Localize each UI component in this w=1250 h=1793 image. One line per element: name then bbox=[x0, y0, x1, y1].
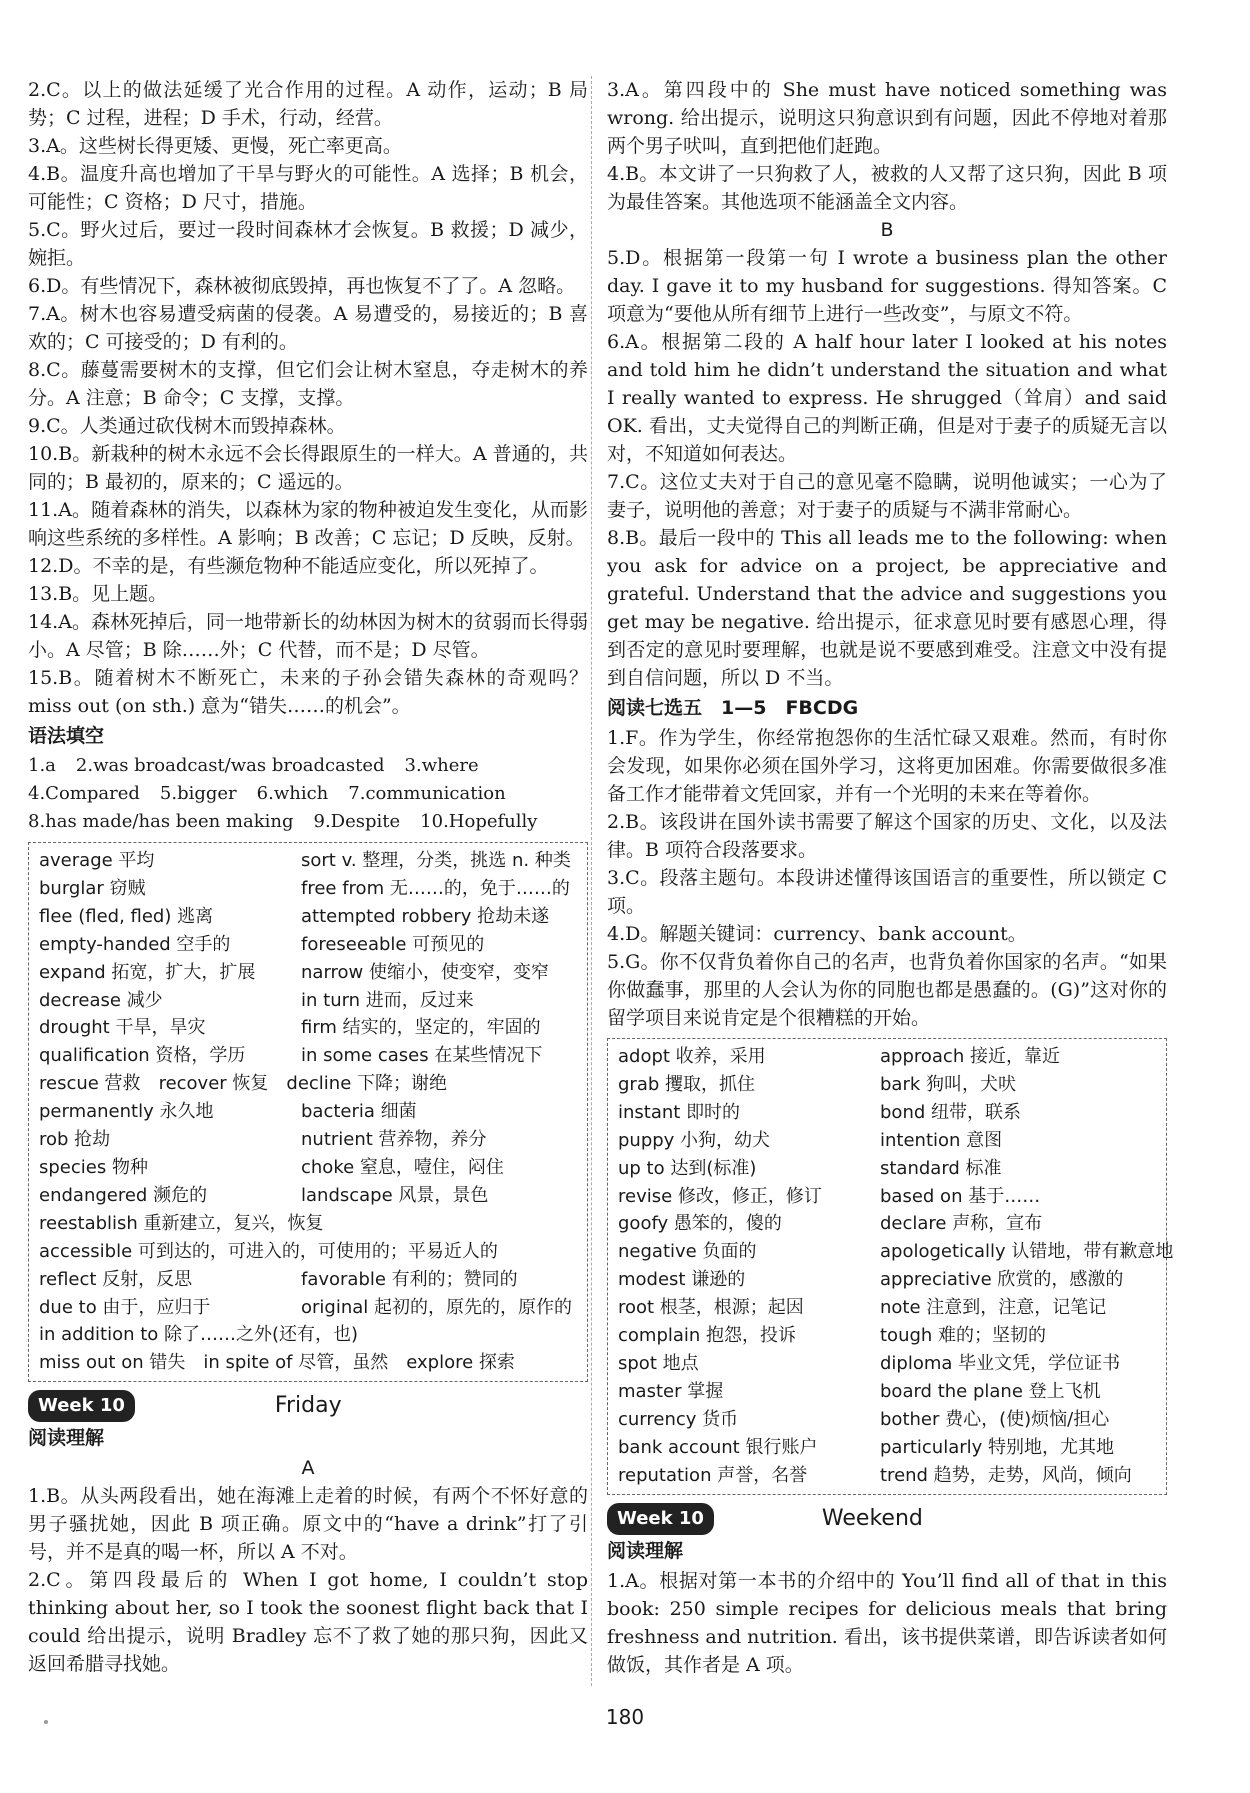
week-banner-weekend bbox=[607, 1503, 1167, 1535]
vocab-entry: particularly 特别地，尤其地 bbox=[880, 1436, 1115, 1458]
week-badge: Week 10 bbox=[607, 1503, 714, 1535]
seven-choose-five-title: 阅读七选五 1—5 FBCDG bbox=[607, 697, 859, 719]
vocab-row bbox=[618, 1127, 1156, 1155]
answer-item: 9.C。人类通过砍伐树木而毁掉森林。 bbox=[28, 415, 346, 437]
vocab-entry: explore 探索 bbox=[406, 1352, 515, 1374]
vocab-entry: apologetically 认错地，带有歉意地 bbox=[880, 1241, 1174, 1263]
vocab-row bbox=[618, 1266, 1156, 1294]
answer-item: 4.B。本文讲了一只狗救了人，被救的人又帮了这只狗，因此 B 项为最佳答案。其他选项不能涵盖全文内容。 bbox=[607, 163, 1167, 213]
answer-item: 4.B。温度升高也增加了干旱与野火的可能性。A 选择；B 机会，可能性；C 资格；D 尺寸，措施。 bbox=[28, 163, 588, 213]
vocab-entry: reputation 声誉，名誉 bbox=[618, 1464, 808, 1486]
vocab-row bbox=[39, 1182, 577, 1210]
vocab-row bbox=[39, 1238, 577, 1266]
answer-item: 15.B。随着树木不断死亡，未来的子孙会错失森林的奇观吗？miss out (on sth.) 意为“错失……的机会”。 bbox=[28, 667, 588, 717]
answer-item: 12.D。不幸的是，有些濒危物种不能适应变化，所以死掉了。 bbox=[28, 555, 549, 577]
vocab-row bbox=[39, 1098, 577, 1126]
part-label-b: B bbox=[880, 219, 894, 241]
week-banner-friday bbox=[28, 1390, 588, 1422]
vocab-row bbox=[39, 847, 577, 875]
vocab-entry: based on 基于…… bbox=[880, 1185, 1041, 1207]
left-answers-top bbox=[28, 76, 588, 720]
grammar-title: 语法填空 bbox=[28, 725, 105, 747]
grammar-line bbox=[28, 752, 588, 780]
answer-item: 2.B。该段讲在国外读书需要了解这个国家的历史、文化，以及法律。B 项符合段落要求。 bbox=[607, 811, 1167, 861]
vocab-entry: nutrient 营养物，养分 bbox=[301, 1129, 487, 1151]
vocab-entry: landscape 风景，景色 bbox=[301, 1184, 489, 1206]
vocab-entry: declare 声称，宣布 bbox=[880, 1213, 1043, 1235]
answer-item: 3.A。第四段中的 She must have noticed something was wrong. 给出提示，说明这只狗意识到有问题，因此不停地对着那两个男子吠叫，直到把他们赶跑。 bbox=[607, 79, 1167, 157]
grammar-answer: 7.communication bbox=[348, 783, 506, 804]
vocab-entry: bacteria 细菌 bbox=[301, 1101, 417, 1123]
vocab-entry: decline 下降；谢绝 bbox=[286, 1073, 448, 1095]
right-answers-top bbox=[607, 76, 1167, 216]
vocab-entry: in turn 进而，反过来 bbox=[301, 989, 474, 1011]
left-answers-bottom bbox=[28, 1482, 588, 1678]
vocab-entry: miss out on 错失 bbox=[39, 1352, 186, 1374]
vocab-row bbox=[618, 1155, 1156, 1183]
vocab-entry: average 平均 bbox=[39, 850, 155, 871]
vocab-row bbox=[39, 1070, 577, 1098]
vocab-entry: negative 负面的 bbox=[618, 1241, 757, 1263]
vocab-entry: trend 趋势，走势，风尚，倾向 bbox=[880, 1464, 1132, 1486]
vocab-entry: original 起初的，原先的，原作的 bbox=[301, 1296, 573, 1318]
answer-item: 7.C。这位丈夫对于自己的意见毫不隐瞒，说明他诚实；一心为了妻子，说明他的善意；对于妻子的质疑与不满非常耐心。 bbox=[607, 471, 1167, 521]
vocab-entry: goofy 愚笨的，傻的 bbox=[618, 1213, 782, 1235]
vocab-entry: master 掌握 bbox=[618, 1380, 724, 1402]
vocab-entry: firm 结实的，坚定的，牢固的 bbox=[301, 1017, 541, 1039]
vocab-entry: bank account 银行账户 bbox=[618, 1436, 818, 1458]
answer-item: 7.A。树木也容易遭受病菌的侵袭。A 易遭受的，易接近的；B 喜欢的；C 可接受的；D 有利的。 bbox=[28, 303, 588, 353]
answer-item: 2.C。以上的做法延缓了光合作用的过程。A 动作，运动；B 局势；C 过程，进程；D 手术，行动，经营。 bbox=[28, 79, 588, 129]
vocab-entry: permanently 永久地 bbox=[39, 1101, 214, 1123]
grammar-answers bbox=[28, 752, 588, 836]
vocab-entry: sort v. 整理，分类，挑选 n. 种类 bbox=[301, 850, 571, 871]
vocab-row bbox=[39, 1266, 577, 1294]
answer-item: 4.D。解题关键词：currency、bank account。 bbox=[607, 923, 1027, 945]
grammar-answer: 8.has made/has been making bbox=[28, 811, 294, 832]
vocab-entry: bond 纽带，联系 bbox=[880, 1101, 1021, 1123]
vocab-entry: empty-handed 空手的 bbox=[39, 933, 231, 955]
vocab-entry: in addition to 除了……之外(还有，也) bbox=[39, 1324, 359, 1346]
left-vocab-box bbox=[28, 842, 588, 1382]
week-day: Weekend bbox=[821, 1505, 923, 1531]
answer-item: 1.F。作为学生，你经常抱怨你的生活忙碌又艰难。然而，有时你会发现，如果你必须在国外学习，这将更加困难。你需要做很多准备工作才能带着文凭回家，并有一个光明的未来在等着你。 bbox=[607, 727, 1167, 805]
left-column bbox=[28, 76, 588, 1678]
vocab-entry: modest 谦逊的 bbox=[618, 1269, 746, 1291]
vocab-row bbox=[618, 1350, 1156, 1378]
answer-item: 2.C。第四段最后的 When I got home, I couldn’t stop thinking about her, so I took the soonest flight back that I could 给出提示，说明 Bradley 忘不了救了她的那只狗，因此又返回希腊寻找她。 bbox=[28, 1569, 588, 1676]
right-column bbox=[607, 76, 1174, 1679]
vocab-row bbox=[39, 875, 577, 903]
vocab-row bbox=[618, 1183, 1156, 1211]
vocab-row bbox=[618, 1322, 1156, 1350]
vocab-entry: appreciative 欣赏的，感激的 bbox=[880, 1269, 1124, 1291]
vocab-row bbox=[618, 1378, 1156, 1406]
vocab-entry: foreseeable 可预见的 bbox=[301, 933, 485, 955]
vocab-entry: choke 窒息，噎住，闷住 bbox=[301, 1156, 504, 1178]
grammar-line bbox=[28, 780, 588, 808]
vocab-row bbox=[39, 1349, 577, 1377]
vocab-entry: root 根茎，根源；起因 bbox=[618, 1297, 804, 1319]
vocab-entry: qualification 资格，学历 bbox=[39, 1045, 246, 1067]
answer-item: 13.B。见上题。 bbox=[28, 583, 168, 605]
answer-item: 6.D。有些情况下，森林被彻底毁掉，再也恢复不了了。A 忽略。 bbox=[28, 275, 576, 297]
vocab-entry: board the plane 登上飞机 bbox=[880, 1380, 1101, 1402]
grammar-answer: 4.Compared bbox=[28, 783, 140, 804]
vocab-row bbox=[618, 1294, 1156, 1322]
vocab-row bbox=[39, 959, 577, 987]
page-number: 180 bbox=[605, 1705, 645, 1729]
vocab-entry: flee (fled, fled) 逃离 bbox=[39, 905, 214, 927]
answer-item: 11.A。随着森林的消失，以森林为家的物种被迫发生变化，从而影响这些系统的多样性。A 影响；B 改善；C 忘记；D 反映，反射。 bbox=[28, 499, 588, 549]
vocab-entry: attempted robbery 抢劫未遂 bbox=[301, 905, 550, 927]
vocab-entry: bark 狗叫，犬吠 bbox=[880, 1073, 1017, 1095]
column-divider bbox=[591, 76, 592, 1686]
vocab-entry: up to 达到(标准) bbox=[618, 1157, 757, 1179]
answer-item: 8.C。藤蔓需要树木的支撑，但它们会让树木窒息，夺走树木的养分。A 注意；B 命令；C 支撑，支撑。 bbox=[28, 359, 588, 409]
vocab-entry: bother 费心，(使)烦恼/担心 bbox=[880, 1408, 1110, 1430]
vocab-entry: instant 即时的 bbox=[618, 1101, 741, 1123]
answer-item: 5.D。根据第一段第一句 I wrote a business plan the other day. I gave it to my husband for suggestions. 得知答案。C 项意为“要他从所有细节上进行一些改变”，与原文不符。 bbox=[607, 247, 1167, 325]
vocab-entry: narrow 使缩小，使变窄，变窄 bbox=[301, 961, 549, 983]
answer-item: 5.C。野火过后，要过一段时间森林才会恢复。B 救援；D 减少，婉拒。 bbox=[28, 219, 588, 269]
vocab-entry: note 注意到，注意，记笔记 bbox=[880, 1297, 1107, 1319]
week-day: Friday bbox=[274, 1393, 342, 1419]
vocab-entry: currency 货币 bbox=[618, 1408, 739, 1430]
vocab-entry: species 物种 bbox=[39, 1156, 148, 1178]
vocab-row bbox=[39, 1154, 577, 1182]
vocab-entry: recover 恢复 bbox=[158, 1073, 269, 1095]
answer-item: 8.B。最后一段中的 This all leads me to the following: when you ask for advice on a project, be appreciative and grateful. Understand that the advice and suggestions you get may be negative. 给出提示，征求意见时要有感恩心理，得到否定的意见时要理解，也就是说不要感到难受。注意文中没有提到自信问题，所以 D 不当。 bbox=[607, 527, 1167, 689]
vocab-row bbox=[39, 1014, 577, 1042]
right-vocab-box bbox=[607, 1038, 1174, 1495]
grammar-answer: 6.which bbox=[256, 783, 329, 804]
vocab-entry: in some cases 在某些情况下 bbox=[301, 1045, 543, 1067]
vocab-row bbox=[618, 1434, 1156, 1462]
vocab-entry: complain 抱怨，投诉 bbox=[618, 1325, 797, 1347]
vocab-entry: revise 修改，修正，修订 bbox=[618, 1185, 822, 1207]
vocab-entry: drought 干旱，旱灾 bbox=[39, 1017, 206, 1039]
right-answers-b bbox=[607, 244, 1167, 692]
vocab-entry: rob 抢劫 bbox=[39, 1129, 111, 1151]
answer-item: 10.B。新栽种的树木永远不会长得跟原生的一样大。A 普通的，共同的；B 最初的，原来的；C 遥远的。 bbox=[28, 443, 588, 493]
vocab-entry: spot 地点 bbox=[618, 1352, 699, 1374]
answer-item: 6.A。根据第二段的 A half hour later I looked at his notes and told him he didn’t understand the situation and what I really wanted to express. He shrugged（耸肩）and said OK. 看出，丈夫觉得自己的判断正确，但是对于妻子的质疑无言以对，不知道如何表达。 bbox=[607, 331, 1167, 465]
vocab-entry: intention 意图 bbox=[880, 1129, 1003, 1151]
grammar-answer: 9.Despite bbox=[313, 811, 401, 832]
vocab-entry: due to 由于，应归于 bbox=[39, 1296, 211, 1318]
vocab-entry: rescue 营救 bbox=[39, 1073, 141, 1095]
answer-item: 3.A。这些树长得更矮、更慢，死亡率更高。 bbox=[28, 135, 402, 157]
vocab-row bbox=[39, 931, 577, 959]
right-answers-bottom bbox=[607, 1567, 1167, 1679]
grammar-answer: 3.where bbox=[404, 755, 479, 776]
grammar-answer: 10.Hopefully bbox=[420, 811, 538, 832]
vocab-row bbox=[39, 1321, 577, 1349]
vocab-entry: decrease 减少 bbox=[39, 989, 163, 1011]
vocab-row bbox=[39, 1042, 577, 1070]
vocab-entry: free from 无……的，免于……的 bbox=[301, 877, 570, 899]
vocab-entry: diploma 毕业文凭，学位证书 bbox=[880, 1352, 1121, 1374]
vocab-entry: standard 标准 bbox=[880, 1157, 1002, 1179]
vocab-entry: endangered 濒危的 bbox=[39, 1184, 208, 1206]
vocab-entry: in spite of 尽管，虽然 bbox=[203, 1352, 389, 1374]
vocab-row bbox=[618, 1099, 1156, 1127]
vocab-row bbox=[618, 1238, 1174, 1266]
grammar-answer: 2.was broadcast/was broadcasted bbox=[75, 755, 385, 776]
answer-item: 1.A。根据对第一本书的介绍中的 You’ll find all of that in this book: 250 simple recipes for delicious meals that bring freshness and nutrition. 看出，该书提供菜谱，即告诉读者如何做饭，其作者是 A 项。 bbox=[607, 1569, 1167, 1676]
answer-item: 3.C。段落主题句。本段讲述懂得该国语言的重要性，所以锁定 C 项。 bbox=[607, 867, 1167, 917]
vocab-row bbox=[39, 903, 577, 931]
part-label-a: A bbox=[301, 1457, 315, 1480]
week-badge: Week 10 bbox=[28, 1390, 135, 1422]
vocab-entry: reflect 反射，反思 bbox=[39, 1268, 193, 1290]
seven-choose-five-answers bbox=[607, 724, 1167, 1032]
grammar-answer: 5.bigger bbox=[159, 783, 237, 804]
answer-item: 14.A。森林死掉后，同一地带新长的幼林因为树木的贫弱而长得弱小。A 尽管；B 除……外；C 代替，而不是；D 尽管。 bbox=[28, 611, 588, 661]
answer-item: 1.B。从头两段看出，她在海滩上走着的时候，有两个不怀好意的男子骚扰她，因此 B 项正确。原文中的“have a drink”打了引号，并不是真的喝一杯，所以 A 不对。 bbox=[28, 1485, 588, 1564]
vocab-row bbox=[618, 1210, 1156, 1238]
vocab-entry: expand 拓宽，扩大，扩展 bbox=[39, 961, 256, 983]
reading-title: 阅读理解 bbox=[607, 1539, 684, 1562]
vocab-row bbox=[39, 1126, 577, 1154]
vocab-row bbox=[39, 987, 577, 1015]
vocab-row bbox=[618, 1462, 1156, 1490]
vocab-entry: grab 攫取，抓住 bbox=[618, 1073, 756, 1095]
vocab-entry: adopt 收养，采用 bbox=[618, 1046, 766, 1067]
vocab-row bbox=[618, 1043, 1156, 1071]
vocab-row bbox=[618, 1071, 1156, 1099]
vocab-entry: puppy 小狗，幼犬 bbox=[618, 1129, 771, 1151]
grammar-line bbox=[28, 808, 588, 836]
vocab-entry: accessible 可到达的，可进入的，可使用的；平易近人的 bbox=[39, 1240, 498, 1262]
reading-title: 阅读理解 bbox=[28, 1427, 105, 1450]
vocab-row bbox=[39, 1210, 577, 1238]
vocab-row bbox=[39, 1294, 577, 1322]
scan-speck bbox=[44, 1720, 48, 1724]
vocab-row bbox=[618, 1406, 1156, 1434]
vocab-entry: reestablish 重新建立，复兴，恢复 bbox=[39, 1212, 324, 1234]
answer-item: 5.G。你不仅背负着你自己的名声，也背负着你国家的名声。“如果你做蠢事，那里的人会认为你的同胞也都是愚蠢的。(G)”这对你的留学项目来说肯定是个很糟糕的开始。 bbox=[607, 951, 1167, 1029]
vocab-entry: burglar 窃贼 bbox=[39, 877, 146, 899]
vocab-entry: approach 接近，靠近 bbox=[880, 1046, 1060, 1067]
grammar-answer: 1.a bbox=[28, 755, 56, 776]
vocab-entry: favorable 有利的；赞同的 bbox=[301, 1268, 518, 1290]
vocab-entry: tough 难的；坚韧的 bbox=[880, 1325, 1047, 1347]
